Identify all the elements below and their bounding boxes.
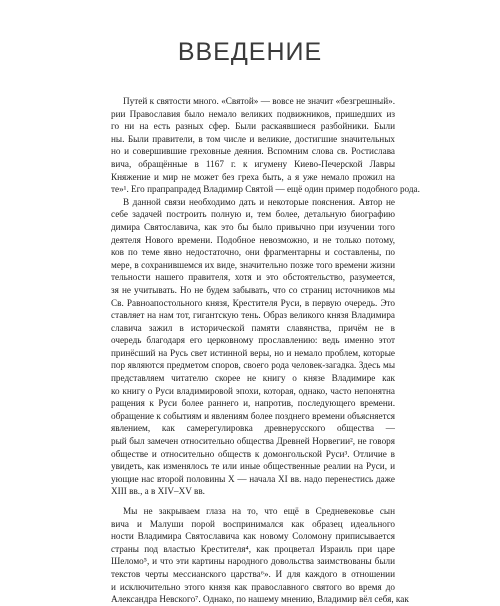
text-line: увидеть, как изменялось те или иные общественные реалии на Руси, и [111,461,395,472]
text-line: Александра Невского⁷. Однако, по нашему мнению, Владимир вёл себя, как [111,594,409,605]
text-line: страны под властью Крестителя⁴, как процветал Израиль при царе [111,543,395,554]
text-line: ны. Были правители, в том числе и великие, достигшие значительных [111,133,395,144]
text-line: зя не учитывать. Но не будем забывать, что со страниц источников мы [111,284,395,295]
text-line: ко книгу о Руси владимировой эпохи, которая, однако, часто непонятна [111,385,395,396]
text-line: но и совершившие греховные деяния. Вспомним слова св. Ростислава [111,146,395,157]
text-line: тельности нашего правителя, хотя и это обстоятельство, разумеется, [111,272,395,283]
text-line: Княжение и мир не может без греха быть, а я уже немало прожил на [111,171,395,182]
text-line: рый был замечен относительно общества Древней Норвегии², не говоря [111,436,395,447]
text-line: ков по теме явно недостаточно, они фрагментарны и составлены, по [111,247,395,258]
chapter-title: ВВЕДЕНИЕ [177,38,323,66]
text-line: ставляет на нам тот, гигантскую тень. Образ великого князя Владимира [111,310,395,321]
text-line: В данной связи необходимо дать и некоторые пояснения. Автор не [123,196,395,207]
text-line: ности Владимира Святославича как новому Соломону приписывается [111,531,395,542]
text-line: димира Святославича, как это бы было привычно при изучении того [111,221,395,232]
text-line: XIII вв., а в XIV–XV вв. [111,486,205,497]
text-line: пор являются предметом споров, своего рода человек-загадка. Здесь мы [111,360,395,371]
text-line: ращения к Руси более раннего и, напротив, последующего времени. [111,398,395,409]
text-line: вича, обращённые в 1167 г. к игумену Киево-Печерской Лавры [111,158,395,169]
text-line: и исключительно этого князя как православного святого во время до [111,581,395,592]
text-line: рии Православия было немало великих подвижников, пришедших из [111,108,395,119]
text-line: обращение к событиям и явлениям более позднего времени объясняется [111,410,395,421]
text-line: себе задачей построить полную и, тем более, детальную биографию [111,209,395,220]
text-line: Св. Равноапостольного князя, Крестителя Руси, в первую очередь. Это [111,297,395,308]
paragraph-gap [111,498,395,505]
body-text [111,95,420,606]
text-line: принёсший на Русь свет истинной веры, но и немало проблем, которые [111,347,395,358]
text-line: го ни на есть разных сфер. Были раскаявшиеся разбойники. Были [111,121,395,132]
text-line: мере, в сохранившемся их виде, значительно позже того времени жизни [111,259,395,270]
text-line: славича зажил в исторической памяти славянства, причём не в [111,322,395,333]
text-line: текстов черты мессианского царства⁶». И для каждого в отношении [111,568,395,579]
text-line: обществе и относительно обществ к домонгольской Руси³. Отличие в [111,448,395,459]
text-line: те»¹. Его прапрапрадед Владимир Святой — ещё один пример подобного рода. [111,184,420,195]
text-line: Путей к святости много. «Святой» — вовсе не значит «безгрешный». [123,96,395,106]
text-line: Шеломо⁵, и что эти картины народного довольства заимствованы были [111,556,395,567]
text-line: Мы не закрываем глаза на то, что ещё в Средневековье сын [123,506,395,516]
text-line: ующие нас второй половины X — начала XI вв. надо перенестись даже [111,473,395,484]
text-line: представляем читателю скорее не книгу о князе Владимире как [111,373,395,384]
text-line: очередь благодаря его церковному прославлению: ведь именно этот [111,335,395,346]
text-line: явлением, как самерегулировка древнерусского общества — [111,423,395,434]
text-line: деятеля Нового времени. Подобное невозможно, и не только потому, [111,234,395,245]
text-line: вича и Малуши порой воспринимался как образец идеального [111,518,395,529]
